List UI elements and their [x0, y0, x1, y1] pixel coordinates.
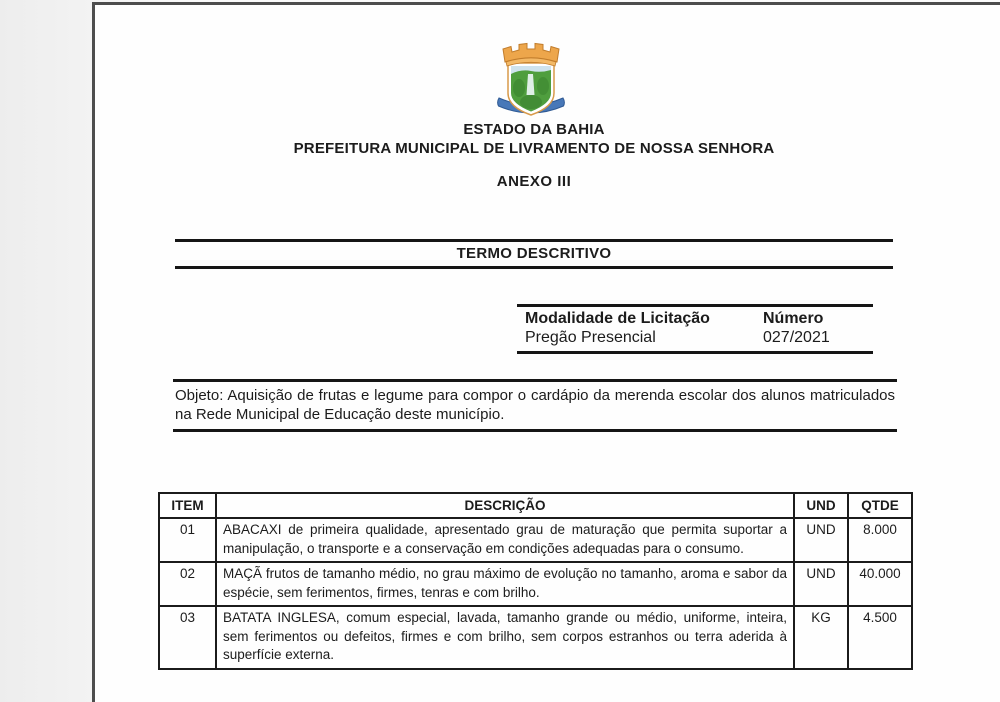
cell-item: 01 [159, 518, 216, 562]
cell-und: KG [794, 606, 848, 669]
licitacao-box [517, 304, 873, 354]
cell-und: UND [794, 518, 848, 562]
table-header-row [159, 493, 912, 518]
cell-und: UND [794, 562, 848, 606]
section-title-box [175, 239, 893, 269]
cell-descricao: ABACAXI de primeira qualidade, apresentado grau de maturação que permita suportar a manipulação, o transporte e a conservação em condições adequadas para o consumo. [216, 518, 794, 562]
modalidade-value: Pregão Presencial [525, 329, 656, 346]
mural-crown [503, 44, 559, 67]
cell-descricao: MAÇÃ frutos de tamanho médio, no grau máximo de evolução no tamanho, aroma e sabor da espécie, sem ferimentos, firmes, tenras e com brilho. [216, 562, 794, 606]
table-row [159, 606, 912, 669]
coat-of-arms-graphic [492, 41, 570, 121]
annex-title: ANEXO III [496, 173, 572, 190]
cell-qtde: 40.000 [848, 562, 912, 606]
numero-label: Número [763, 310, 824, 327]
objeto-text: Objeto: Aquisição de frutas e legume para compor o cardápio da merenda escolar dos alunos matriculados na Rede Municipal de Educação deste município. [175, 387, 895, 423]
header-qtde: QTDE [848, 493, 912, 518]
header-descricao: DESCRIÇÃO [216, 493, 794, 518]
state-title: ESTADO DA BAHIA [463, 121, 605, 138]
table-row [159, 518, 912, 562]
cell-item: 03 [159, 606, 216, 669]
section-title: TERMO DESCRITIVO [456, 245, 612, 262]
objeto-box [173, 379, 897, 432]
header-und: UND [794, 493, 848, 518]
cell-descricao: BATATA INGLESA, comum especial, lavada, tamanho grande ou médio, uniforme, inteira, sem ferimentos ou defeitos, firmes e com brilho, sem corpos estranhos ou terra aderida à superfície externa. [216, 606, 794, 669]
header-item: ITEM [159, 493, 216, 518]
cell-qtde: 4.500 [848, 606, 912, 669]
items-table [158, 492, 913, 670]
numero-value: 027/2021 [763, 329, 830, 346]
table-row [159, 562, 912, 606]
cell-item: 02 [159, 562, 216, 606]
cell-qtde: 8.000 [848, 518, 912, 562]
municipality-title: PREFEITURA MUNICIPAL DE LIVRAMENTO DE NOSSA SENHORA [293, 140, 775, 157]
coat-of-arms [492, 41, 570, 121]
modalidade-label: Modalidade de Licitação [525, 310, 710, 327]
items-table-container [158, 492, 911, 670]
shield [508, 63, 554, 115]
